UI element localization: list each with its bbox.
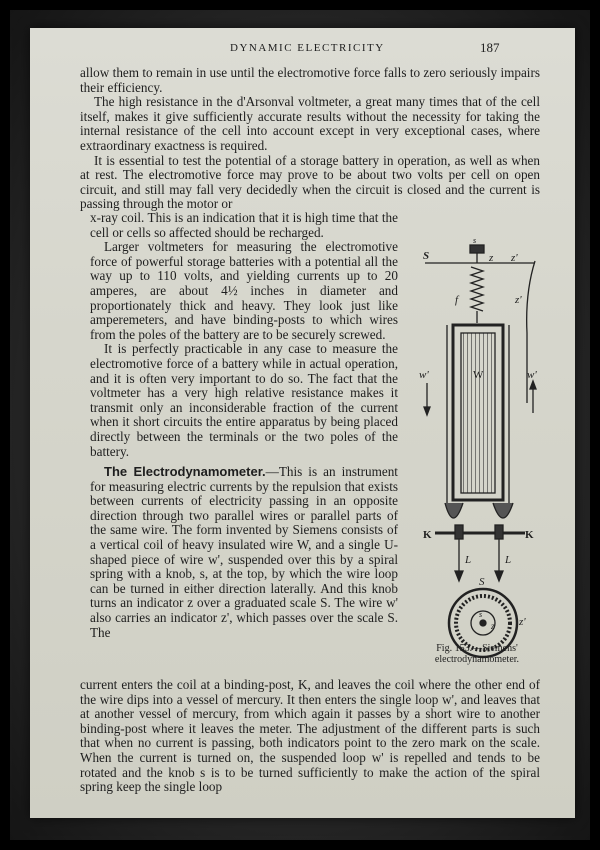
book-page [30,28,575,818]
paragraph [90,465,398,640]
label-f: f [455,294,459,306]
label-s-dial: s [479,610,483,619]
electrodynamometer-figure [415,233,545,683]
label-K-right: K [525,529,534,541]
binding-post-left [455,525,463,539]
label-W: W [473,369,484,381]
text-block-column [90,211,398,640]
label-z-prime-side: z' [515,294,522,306]
paragraph: It is perfectly practicable in any case to measure the electromotive force of a battery while in actual operation, and it is often very important to do so. The fact that the voltmeter has a very high relative resistance makes it transmit only an inconsiderable fraction of the current when it short circuits the entire apparatus by being placed directly between the terminals or the two poles of the battery. [90,341,398,459]
spiral-spring [471,267,483,311]
binding-post-right [495,525,503,539]
label-z-prime: z' [511,252,518,264]
label-z-dial: z [491,621,495,631]
text-block-bottom [80,678,540,795]
text-block-top [80,66,540,212]
label-K-left: K [423,529,432,541]
figure-caption: Fig. 153.—Siemens' electrodynamometer. [434,643,520,665]
coil-W [461,333,495,493]
paragraph: Larger voltmeters for measuring the electromotive force of powerful storage batteries with a potential all the way up to 110 volts, and yielding currents up to 20 amperes, are about 4½ inches in diameter and proportionately thick and heavy. They look just like amperemeters, and have binding-posts to which wires from the poles of the battery are to be securely screwed. [90,239,398,342]
label-w-prime-right: w' [527,369,537,381]
section-heading: The Electrodynamometer. [104,464,266,480]
paragraph-text: —This is an instrument for measuring electric currents by the repulsion that exists between currents of electricity passing in an opposite direction through two parallel wires or parallel parts of the same wire. The form invented by Siemens consists of a vertical coil of heavy insulated wire W, and a single U-shaped piece of wire w', suspended over this by a spiral spring with a knob, s, at the top, by which the wire loop can be turned in either direction laterally. And this knob turns an indicator z over a graduated scale S. The wire w' also carries an indicator z', which passes over the scale S. The [90,464,398,640]
page-number: 187 [480,40,500,55]
label-L-right: L [505,554,512,566]
label-L-left: L [465,554,472,566]
label-S: S [423,250,430,262]
label-z: z [489,252,494,264]
label-z-prime-dial: z' [519,616,526,628]
mercury-cup-left [445,503,463,518]
paragraph: The high resistance in the d'Arsonval voltmeter, a great many times that of the cell itself, makes it give sufficiently accurate results without the necessity for taking the internal resistance of the cell into account except in very exceptional cases, where extraordinary exactness is required. [80,94,540,153]
mercury-cup-right [493,503,513,518]
label-S-bottom: S [479,576,485,588]
paragraph: allow them to remain in use until the electromotive force falls to zero seriously impairs their efficiency. [80,65,540,95]
knob [470,245,484,253]
paragraph: current enters the coil at a binding-post, K, and leaves the coil where the other end of the wire dips into a vessel of mercury. It then enters the single loop w', and leaves that at another vessel of mercury, from which again it passes by a short wire to another binding-post where it leaves the meter. The adjustment of the different parts is such that when no current is passing, both indicators point to the zero mark on the scale. When the current is turned on, the suspended loop w' is repelled and tends to be rotated and the knob s is to be turned sufficiently to make the action of the spiral spring keep the single loop [80,677,540,795]
paragraph: x-ray coil. This is an indication that it is high time that the cell or cells so affected should be recharged. [90,210,398,240]
running-title: DYNAMIC ELECTRICITY [230,42,385,54]
label-w-prime-left: w' [419,369,429,381]
label-s: s [473,236,477,245]
paragraph: It is essential to test the potential of a storage battery in operation, as well as when at rest. The electromotive force may prove to be about two volts per cell on open circuit, and still may fall very decidedly when the circuit is closed and the current is passing through the motor or [80,152,540,212]
